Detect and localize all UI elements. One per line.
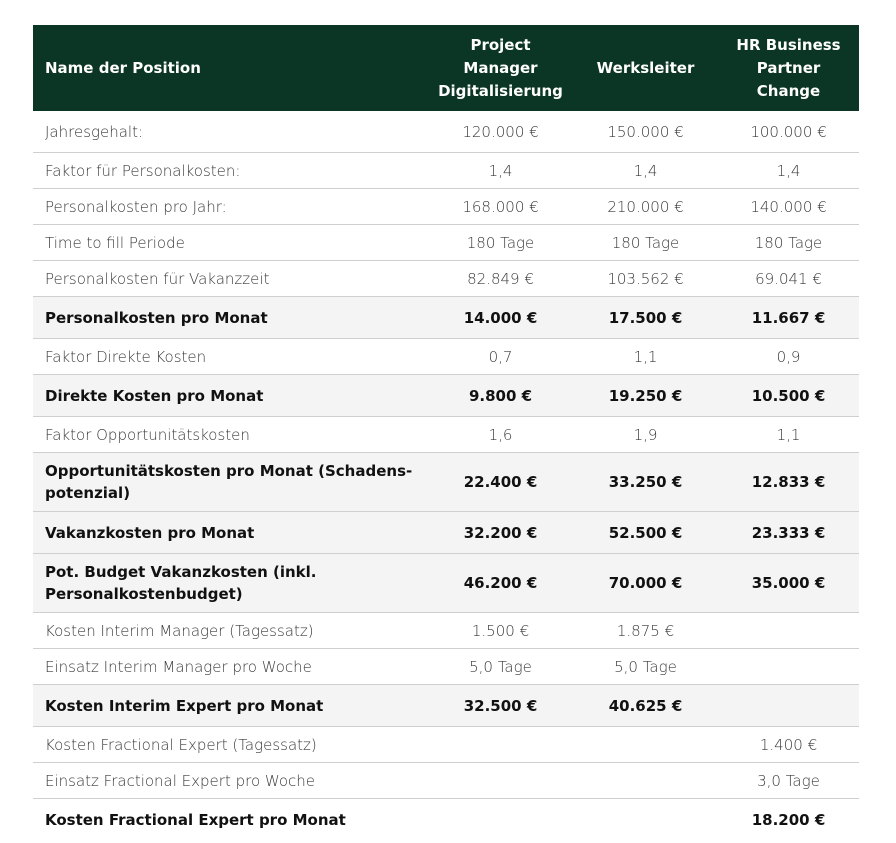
cell-werksleiter: 17.500 € xyxy=(573,297,718,339)
cell-werksleiter xyxy=(573,763,718,799)
cost-comparison-table xyxy=(33,25,859,840)
table-row xyxy=(33,417,859,453)
table-row-highlighted xyxy=(33,799,859,841)
cell-project-manager: 1,6 xyxy=(428,417,573,453)
table-row-highlighted xyxy=(33,453,859,512)
cell-hr-business-partner: 180 Tage xyxy=(718,225,859,261)
row-label: Personalkosten für Vakanzzeit xyxy=(33,261,428,297)
cell-werksleiter xyxy=(573,799,718,841)
row-label: Kosten Interim Manager (Tagessatz) xyxy=(33,613,428,649)
cell-hr-business-partner: 1,4 xyxy=(718,153,859,189)
cell-project-manager: 14.000 € xyxy=(428,297,573,339)
table-row-highlighted xyxy=(33,297,859,339)
cell-hr-business-partner: 3,0 Tage xyxy=(718,763,859,799)
table-row xyxy=(33,189,859,225)
row-label: Personalkosten pro Jahr: xyxy=(33,189,428,225)
cell-hr-business-partner: 100.000 € xyxy=(718,111,859,153)
cell-project-manager xyxy=(428,799,573,841)
cell-werksleiter: 1,4 xyxy=(573,153,718,189)
table-row xyxy=(33,649,859,685)
cell-werksleiter: 1,1 xyxy=(573,339,718,375)
column-header-werksleiter: Werksleiter xyxy=(573,25,718,111)
cell-hr-business-partner: 23.333 € xyxy=(718,512,859,554)
cell-werksleiter: 19.250 € xyxy=(573,375,718,417)
row-label: Kosten Fractional Expert (Tagessatz) xyxy=(33,727,428,763)
cell-project-manager: 82.849 € xyxy=(428,261,573,297)
cell-werksleiter: 40.625 € xyxy=(573,685,718,727)
column-header-hr-business-partner: HR Business Partner Change xyxy=(718,25,859,111)
cell-werksleiter: 210.000 € xyxy=(573,189,718,225)
row-label: Faktor Opportunitätskosten xyxy=(33,417,428,453)
cell-hr-business-partner: 1.400 € xyxy=(718,727,859,763)
row-label: Time to fill Periode xyxy=(33,225,428,261)
cost-comparison-table-container xyxy=(33,25,859,840)
cell-hr-business-partner xyxy=(718,649,859,685)
cell-project-manager xyxy=(428,727,573,763)
cell-hr-business-partner: 0,9 xyxy=(718,339,859,375)
cell-project-manager: 180 Tage xyxy=(428,225,573,261)
table-row xyxy=(33,111,859,153)
cell-project-manager: 1,4 xyxy=(428,153,573,189)
cell-hr-business-partner: 10.500 € xyxy=(718,375,859,417)
table-header xyxy=(33,25,859,111)
cell-hr-business-partner: 12.833 € xyxy=(718,453,859,512)
row-label: Kosten Interim Expert pro Monat xyxy=(33,685,428,727)
cell-werksleiter: 1.875 € xyxy=(573,613,718,649)
row-label: Pot. Budget Vakanzkosten (inkl. Personalkostenbudget) xyxy=(33,554,428,613)
row-label: Einsatz Interim Manager pro Woche xyxy=(33,649,428,685)
cell-hr-business-partner: 1,1 xyxy=(718,417,859,453)
table-row-highlighted xyxy=(33,554,859,613)
cell-project-manager: 0,7 xyxy=(428,339,573,375)
cell-hr-business-partner xyxy=(718,685,859,727)
cell-werksleiter: 1,9 xyxy=(573,417,718,453)
cell-project-manager: 168.000 € xyxy=(428,189,573,225)
cell-hr-business-partner: 35.000 € xyxy=(718,554,859,613)
cell-werksleiter: 180 Tage xyxy=(573,225,718,261)
header-row xyxy=(33,25,859,111)
table-row xyxy=(33,261,859,297)
cell-project-manager: 1.500 € xyxy=(428,613,573,649)
table-row xyxy=(33,727,859,763)
cell-project-manager: 32.200 € xyxy=(428,512,573,554)
row-label: Kosten Fractional Expert pro Monat xyxy=(33,799,428,841)
cell-hr-business-partner xyxy=(718,613,859,649)
cell-hr-business-partner: 18.200 € xyxy=(718,799,859,841)
cell-hr-business-partner: 69.041 € xyxy=(718,261,859,297)
cell-werksleiter: 52.500 € xyxy=(573,512,718,554)
cell-werksleiter: 103.562 € xyxy=(573,261,718,297)
row-label: Personalkosten pro Monat xyxy=(33,297,428,339)
row-label: Direkte Kosten pro Monat xyxy=(33,375,428,417)
cell-project-manager: 32.500 € xyxy=(428,685,573,727)
table-body xyxy=(33,111,859,840)
cell-hr-business-partner: 11.667 € xyxy=(718,297,859,339)
table-row-highlighted xyxy=(33,375,859,417)
row-label: Vakanzkosten pro Monat xyxy=(33,512,428,554)
cell-werksleiter: 70.000 € xyxy=(573,554,718,613)
table-row xyxy=(33,225,859,261)
cell-project-manager: 5,0 Tage xyxy=(428,649,573,685)
cell-project-manager: 9.800 € xyxy=(428,375,573,417)
table-row xyxy=(33,763,859,799)
cell-werksleiter: 5,0 Tage xyxy=(573,649,718,685)
row-label: Jahresgehalt: xyxy=(33,111,428,153)
cell-project-manager xyxy=(428,763,573,799)
cell-hr-business-partner: 140.000 € xyxy=(718,189,859,225)
row-label: Faktor Direkte Kosten xyxy=(33,339,428,375)
table-row-highlighted xyxy=(33,685,859,727)
table-row xyxy=(33,153,859,189)
cell-project-manager: 120.000 € xyxy=(428,111,573,153)
column-header-project-manager: Project Manager Digitalisierung xyxy=(428,25,573,111)
row-label: Opportunitätskosten pro Monat (Schadens-potenzial) xyxy=(33,453,428,512)
column-header-position-name: Name der Position xyxy=(33,25,428,111)
table-row xyxy=(33,613,859,649)
cell-project-manager: 22.400 € xyxy=(428,453,573,512)
table-row-highlighted xyxy=(33,512,859,554)
cell-werksleiter: 150.000 € xyxy=(573,111,718,153)
cell-werksleiter xyxy=(573,727,718,763)
cell-werksleiter: 33.250 € xyxy=(573,453,718,512)
table-row xyxy=(33,339,859,375)
row-label: Einsatz Fractional Expert pro Woche xyxy=(33,763,428,799)
cell-project-manager: 46.200 € xyxy=(428,554,573,613)
row-label: Faktor für Personalkosten: xyxy=(33,153,428,189)
